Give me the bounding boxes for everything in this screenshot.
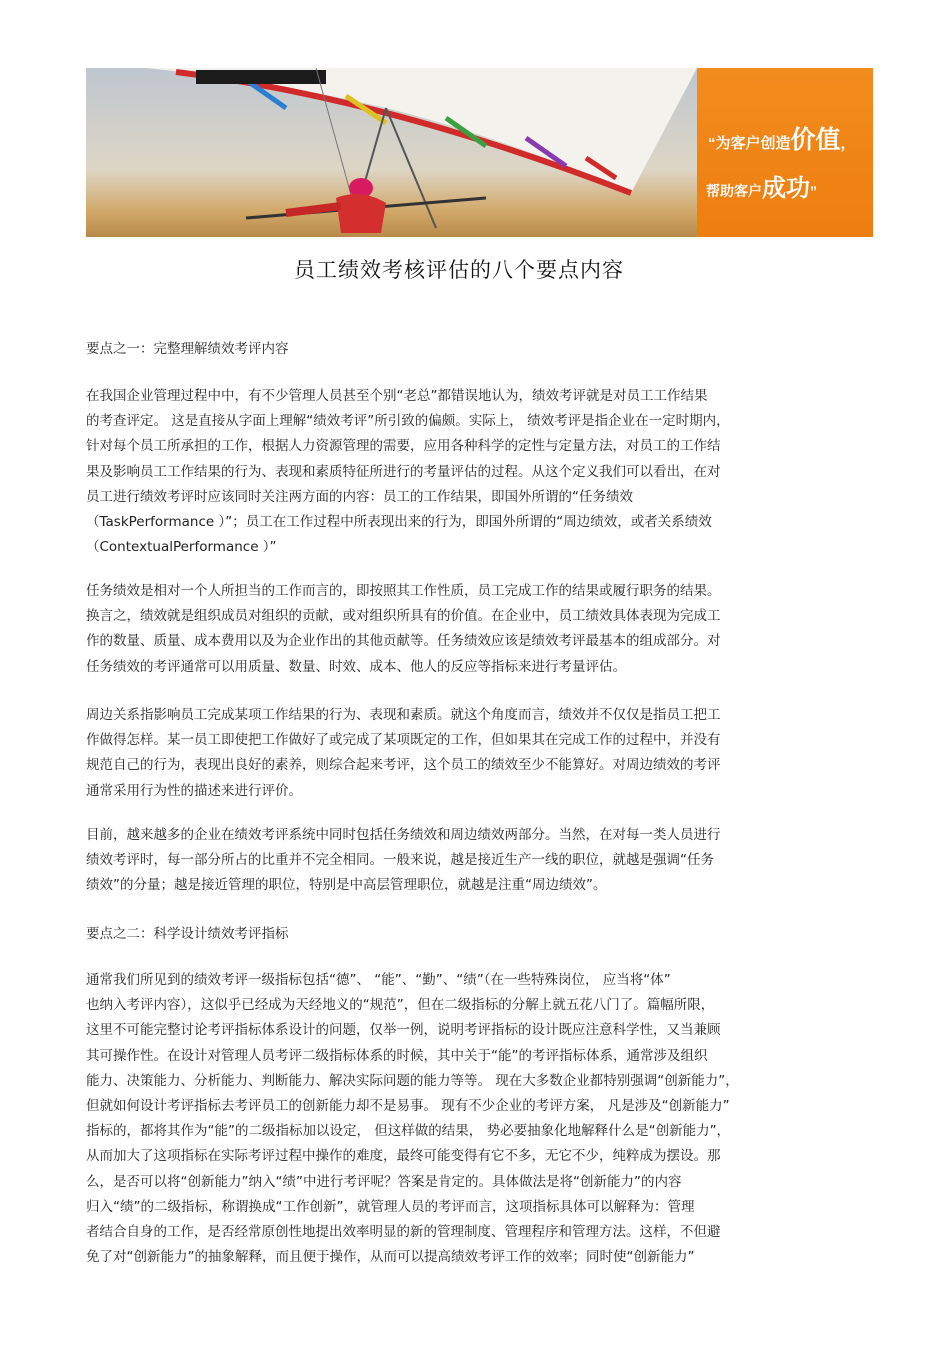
hang-glider-photo: [86, 68, 697, 237]
paragraph-3: [86, 703, 721, 804]
text-line: 但就如何设计考评指标去考评员工的创新能力却不是易事。 现有不少企业的考评方案， 凡是涉及“创新能力”: [86, 1098, 730, 1115]
text-line: 通常采用行为性的描述来进行评价。: [86, 782, 302, 799]
text-line: （ContextualPerformance ）”: [86, 539, 277, 556]
text-line: 作的数量、质量、成本费用以及为企业作出的其他贡献等。任务绩效应该是绩效考评最基本的组成部分。对: [86, 633, 721, 650]
paragraph-1: [86, 384, 730, 560]
paragraph-4: [86, 823, 721, 899]
header-banner: [86, 68, 873, 237]
slogan-1-small: “为客户创造: [708, 135, 791, 152]
text-line: 通常我们所见到的绩效考评一级指标包括“德”、 “能”、“勤”、“绩”（在一些特殊岗位， 应当将“体”: [86, 972, 671, 988]
text-line: 在我国企业管理过程中中，有不少管理人员甚至个别“老总”都错误地认为，绩效考评就是对员工工作结果: [86, 388, 708, 404]
slogan-2-end: ”: [810, 183, 817, 199]
text-line: 者结合自身的工作，是否经常原创性地提出效率明显的新的管理制度、管理程序和管理方法。这样，不但避: [86, 1224, 721, 1241]
text-line: 针对每个员工所承担的工作，根据人力资源管理的需要，应用各种科学的定性与定量方法，对员工的工作结: [86, 438, 721, 455]
section-heading-2: 要点之二：科学设计绩效考评指标: [86, 926, 289, 942]
slogan-line-1: [708, 120, 856, 156]
text-line: 从而加大了这项指标在实际考评过程中操作的难度，最终可能变得有它不多，无它不少，纯粹成为摆设。那: [86, 1148, 721, 1165]
text-line: 规范自己的行为，表现出良好的素养，则综合起来考评，这个员工的绩效至少不能算好。对周边绩效的考评: [86, 757, 721, 774]
slogan-1-end: ，: [840, 135, 856, 152]
text-line: 绩效”的分量；越是接近管理的职位，特别是中高层管理职位，就越是注重“周边绩效”。: [86, 877, 607, 894]
text-line: 也纳入考评内容），这似乎已经成为天经地义的“规范”，但在二级指标的分解上就五花八门了。篇幅所限，: [86, 997, 715, 1014]
section-heading-1: 要点之一：完整理解绩效考评内容: [86, 341, 289, 357]
text-line: 这里不可能完整讨论考评指标体系设计的问题，仅举一例，说明考评指标的设计既应注意科学性，又当兼顾: [86, 1022, 721, 1039]
text-line: 周边关系指影响员工完成某项工作结果的行为、表现和素质。就这个角度而言，绩效并不仅仅是指员工把工: [86, 707, 721, 723]
text-line: 果及影响员工工作结果的行为、表现和素质特征所进行的考量评估的过程。从这个定义我们可以看出，在对: [86, 463, 721, 480]
text-line: 目前，越来越多的企业在绩效考评系统中同时包括任务绩效和周边绩效两部分。当然，在对每一类人员进行: [86, 827, 721, 843]
text-line: 员工进行绩效考评时应该同时关注两方面的内容：员工的工作结果，即国外所谓的“任务绩效: [86, 488, 633, 505]
text-line: 换言之，绩效就是组织成员对组织的贡献，或对组织所具有的价值。在企业中，员工绩效具体表现为完成工: [86, 608, 721, 625]
text-line: （TaskPerformance ）”；员工在工作过程中所表现出来的行为，即国外所谓的“周边绩效，或者关系绩效: [86, 514, 712, 531]
text-line: 么，是否可以将“创新能力”纳入“绩”中进行考评呢？答案是肯定的。具体做法是将“创新能力”的内容: [86, 1173, 682, 1190]
text-line: 绩效考评时，每一部分所占的比重并不完全相同。一般来说，越是接近生产一线的职位，就越是强调“任务: [86, 852, 714, 869]
paragraph-5: [86, 968, 739, 1270]
text-line: 任务绩效是相对一个人所担当的工作而言的，即按照其工作性质，员工完成工作的结果或履行职务的结果。: [86, 583, 721, 599]
text-line: 作做得怎样。某一员工即使把工作做好了或完成了某项既定的工作，但如果其在完成工作的过程中，并没有: [86, 732, 721, 749]
paragraph-2: [86, 579, 721, 680]
text-line: 的考查评定。 这是直接从字面上理解“绩效考评”所引致的偏颇。实际上， 绩效考评是指企业在一定时期内，: [86, 413, 730, 430]
text-line: 归入“绩”的二级指标，称谓换成“工作创新”，就管理人员的考评而言，这项指标具体可以解释为：管理: [86, 1198, 695, 1215]
text-line: 能力、决策能力、分析能力、判断能力、解决实际问题的能力等等。 现在大多数企业都特别强调“创新能力”，: [86, 1072, 739, 1089]
text-line: 其可操作性。在设计对管理人员考评二级指标体系的时候，其中关于“能”的考评指标体系，通常涉及组织: [86, 1047, 708, 1064]
text-line: 指标的，都将其作为“能”的二级指标加以设定， 但这样做的结果， 势必要抽象化地解释什么是“创新能力”，: [86, 1123, 731, 1140]
text-line: 免了对“创新能力”的抽象解释，而且便于操作，从而可以提高绩效考评工作的效率；同时使“创新能力”: [86, 1249, 695, 1266]
hang-glider-illustration: [86, 68, 697, 237]
text-line: 任务绩效的考评通常可以用质量、数量、时效、成本、他人的反应等指标来进行考量评估。: [86, 658, 626, 675]
slogan-line-2: [706, 168, 817, 203]
slogan-1-big: 价值: [790, 126, 841, 154]
slogan-2-small: 帮助客户: [706, 183, 762, 199]
slogan-2-big: 成功: [762, 175, 810, 202]
document-title: 员工绩效考核评估的八个要点内容: [294, 258, 624, 282]
